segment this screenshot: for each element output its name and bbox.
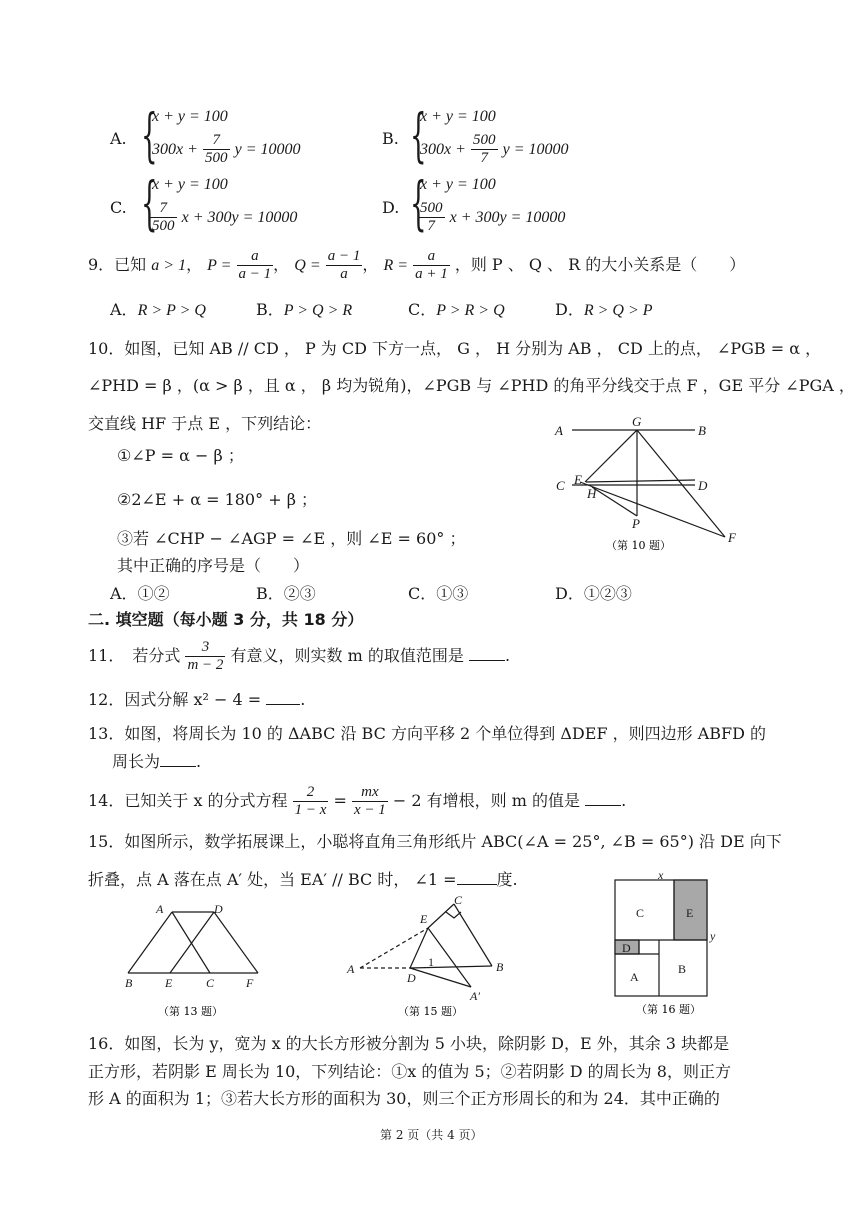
point-label: F xyxy=(246,976,254,990)
option-label: B. xyxy=(382,129,399,148)
q13-line-2: 周长为 . xyxy=(112,752,202,771)
brace-icon: { xyxy=(141,101,158,169)
equation: $\frac{7}{500}$ x + 300y = 10000 xyxy=(152,200,298,234)
question-11: 11． 若分式 $\frac{3}{m - 2}$ 有意义，则实数 m 的取值范围是 . xyxy=(88,639,511,673)
point-label: F xyxy=(728,530,736,545)
region-label: E xyxy=(686,906,694,920)
fraction: $\frac{500}{7}$ xyxy=(420,200,443,234)
point-label: B xyxy=(698,423,706,438)
q16-figure xyxy=(600,868,730,1018)
figure-caption: （第 15 题） xyxy=(398,1005,463,1018)
angle-label: 1 xyxy=(428,955,434,969)
figure-caption: （第 13 题） xyxy=(158,1005,223,1018)
point-label: H xyxy=(587,486,597,501)
answer-blank xyxy=(160,766,196,767)
q10-conclusion-3: ③若 ∠CHP − ∠AGP = ∠E ，则 ∠E = 60° ； xyxy=(117,529,466,548)
answer-blank xyxy=(266,704,300,705)
option-a: A．R > P > Q xyxy=(110,300,206,319)
option-d: D．①②③ xyxy=(555,584,632,603)
point-label: D xyxy=(407,971,416,985)
point-label: C xyxy=(454,893,463,907)
point-label: E xyxy=(165,976,173,990)
point-label: E xyxy=(574,472,582,487)
q10-figure xyxy=(550,412,750,562)
q10-conclusion-2: ②2∠E + α = 180° + β ； xyxy=(117,490,318,509)
point-label: D xyxy=(214,902,223,916)
point-label: A xyxy=(156,902,164,916)
q16-line-3: 形 A 的面积为 1；③若大长方形的面积为 30，则三个正方形周长的和为 24．其中正确的 xyxy=(88,1089,720,1108)
q10-conclusion-1: ①∠P = α − β ； xyxy=(117,446,244,465)
point-label: B xyxy=(496,960,504,974)
fraction: $\frac{7}{500}$ xyxy=(205,132,228,166)
option-label: A. xyxy=(110,129,127,148)
equation: 300x + $\frac{7}{500}$ y = 10000 xyxy=(152,132,301,166)
equation: x + y = 100 xyxy=(420,176,496,193)
fraction: $\frac{2}{1 - x}$ xyxy=(294,784,327,818)
point-label: C xyxy=(556,478,565,493)
equation: x + y = 100 xyxy=(420,108,496,125)
q10-line-2: ∠PHD = β ，(α > β ，且 α ， β 均为锐角)，∠PGB 与 ∠PHD 的角平分线交于点 F ，GE 平分 ∠PGA ， xyxy=(88,376,855,395)
region-label: A xyxy=(630,970,639,984)
point-label: P xyxy=(632,516,640,531)
region-label: B xyxy=(678,962,687,976)
brace-icon: { xyxy=(410,101,427,169)
dimension-label: y xyxy=(710,929,716,943)
q10-line-3: 交直线 HF 于点 E ，下列结论： xyxy=(88,414,322,433)
point-label: A′ xyxy=(470,989,480,1003)
equation: x + y = 100 xyxy=(152,108,228,125)
q16-line-1: 16．如图，长为 y，宽为 x 的大长方形被分割为 5 小块，除阴影 D，E 外，其余 3 块都是 xyxy=(88,1034,730,1053)
q15-line-1: 15．如图所示，数学拓展课上，小聪将直角三角形纸片 ABC(∠A = 25°, ∠B = 65°) 沿 DE 向下 xyxy=(88,832,782,851)
fraction: $\frac{500}{7}$ xyxy=(473,132,496,166)
point-label: E xyxy=(420,912,428,926)
answer-blank xyxy=(585,805,621,806)
equation: $\frac{500}{7}$ x + 300y = 10000 xyxy=(420,200,566,234)
option-c: C．①③ xyxy=(408,584,469,603)
page-footer: 第 2 页（共 4 页） xyxy=(380,1128,483,1142)
brace-icon: { xyxy=(410,169,427,237)
fraction: $\frac{3}{m - 2}$ xyxy=(187,639,224,673)
point-label: D xyxy=(698,478,708,493)
figure-caption: （第 16 题） xyxy=(636,1003,701,1016)
region-label: C xyxy=(636,906,645,920)
point-label: B xyxy=(125,976,133,990)
option-b: B．②③ xyxy=(256,584,316,603)
point-label: C xyxy=(206,976,215,990)
fraction: $\frac{mx}{x - 1}$ xyxy=(354,784,386,818)
fraction: $\frac{a - 1}{a}$ xyxy=(327,248,361,282)
option-label: D. xyxy=(382,198,400,217)
option-label: C. xyxy=(110,198,127,217)
fraction: $\frac{7}{500}$ xyxy=(152,200,175,234)
figure-caption: （第 10 题） xyxy=(606,539,671,552)
q15-figure xyxy=(340,890,520,1018)
point-label: A xyxy=(347,962,355,976)
section-title: 二. 填空题（每小题 3 分，共 18 分） xyxy=(88,610,364,629)
option-a: A．①② xyxy=(110,584,170,603)
dimension-label: x xyxy=(658,868,664,882)
question-9: 9．已知 a > 1， P = $\frac{a}{a - 1}$ ， Q = $\frac{a - 1}{a}$ ， R = $\frac{a}{a + 1}$ ，则 P 、 Q 、 R 的大小关系是（ ） xyxy=(88,248,746,282)
option-d: D．R > Q > P xyxy=(555,300,653,319)
question-12: 12．因式分解 x² − 4 = . xyxy=(88,690,306,709)
answer-blank xyxy=(469,660,505,661)
answer-blank xyxy=(457,884,497,885)
q15-line-2: 折叠，点 A 落在点 A′ 处，当 EA′ // BC 时， ∠1 = 度. xyxy=(88,870,518,889)
q10-line-1: 10．如图，已知 AB // CD ， P 为 CD 下方一点， G ， H 分别为 AB ， CD 上的点， ∠PGB = α ， xyxy=(88,339,822,358)
q13-line-1: 13．如图，将周长为 10 的 ΔABC 沿 BC 方向平移 2 个单位得到 ΔDEF ，则四边形 ABFD 的 xyxy=(88,724,767,743)
point-label: A xyxy=(555,423,563,438)
equation: 300x + $\frac{500}{7}$ y = 10000 xyxy=(420,132,569,166)
fraction: $\frac{a}{a - 1}$ xyxy=(238,248,272,282)
q10-ask: 其中正确的序号是（ ） xyxy=(117,556,310,575)
question-14: 14．已知关于 x 的分式方程 $\frac{2}{1 - x}$ = $\frac{mx}{x - 1}$ − 2 有增根，则 m 的值是 . xyxy=(88,784,627,818)
q16-line-2: 正方形，若阴影 E 周长为 10，下列结论：①x 的值为 5；②若阴影 D 的周长为 8，则正方 xyxy=(88,1062,731,1081)
option-c: C．P > R > Q xyxy=(408,300,505,319)
equation: x + y = 100 xyxy=(152,176,228,193)
brace-icon: { xyxy=(141,169,158,237)
fraction: $\frac{a}{a + 1}$ xyxy=(415,248,448,282)
region-label: D xyxy=(622,941,631,955)
option-b: B．P > Q > R xyxy=(256,300,353,319)
q13-figure xyxy=(118,898,268,1018)
point-label: G xyxy=(632,414,642,429)
